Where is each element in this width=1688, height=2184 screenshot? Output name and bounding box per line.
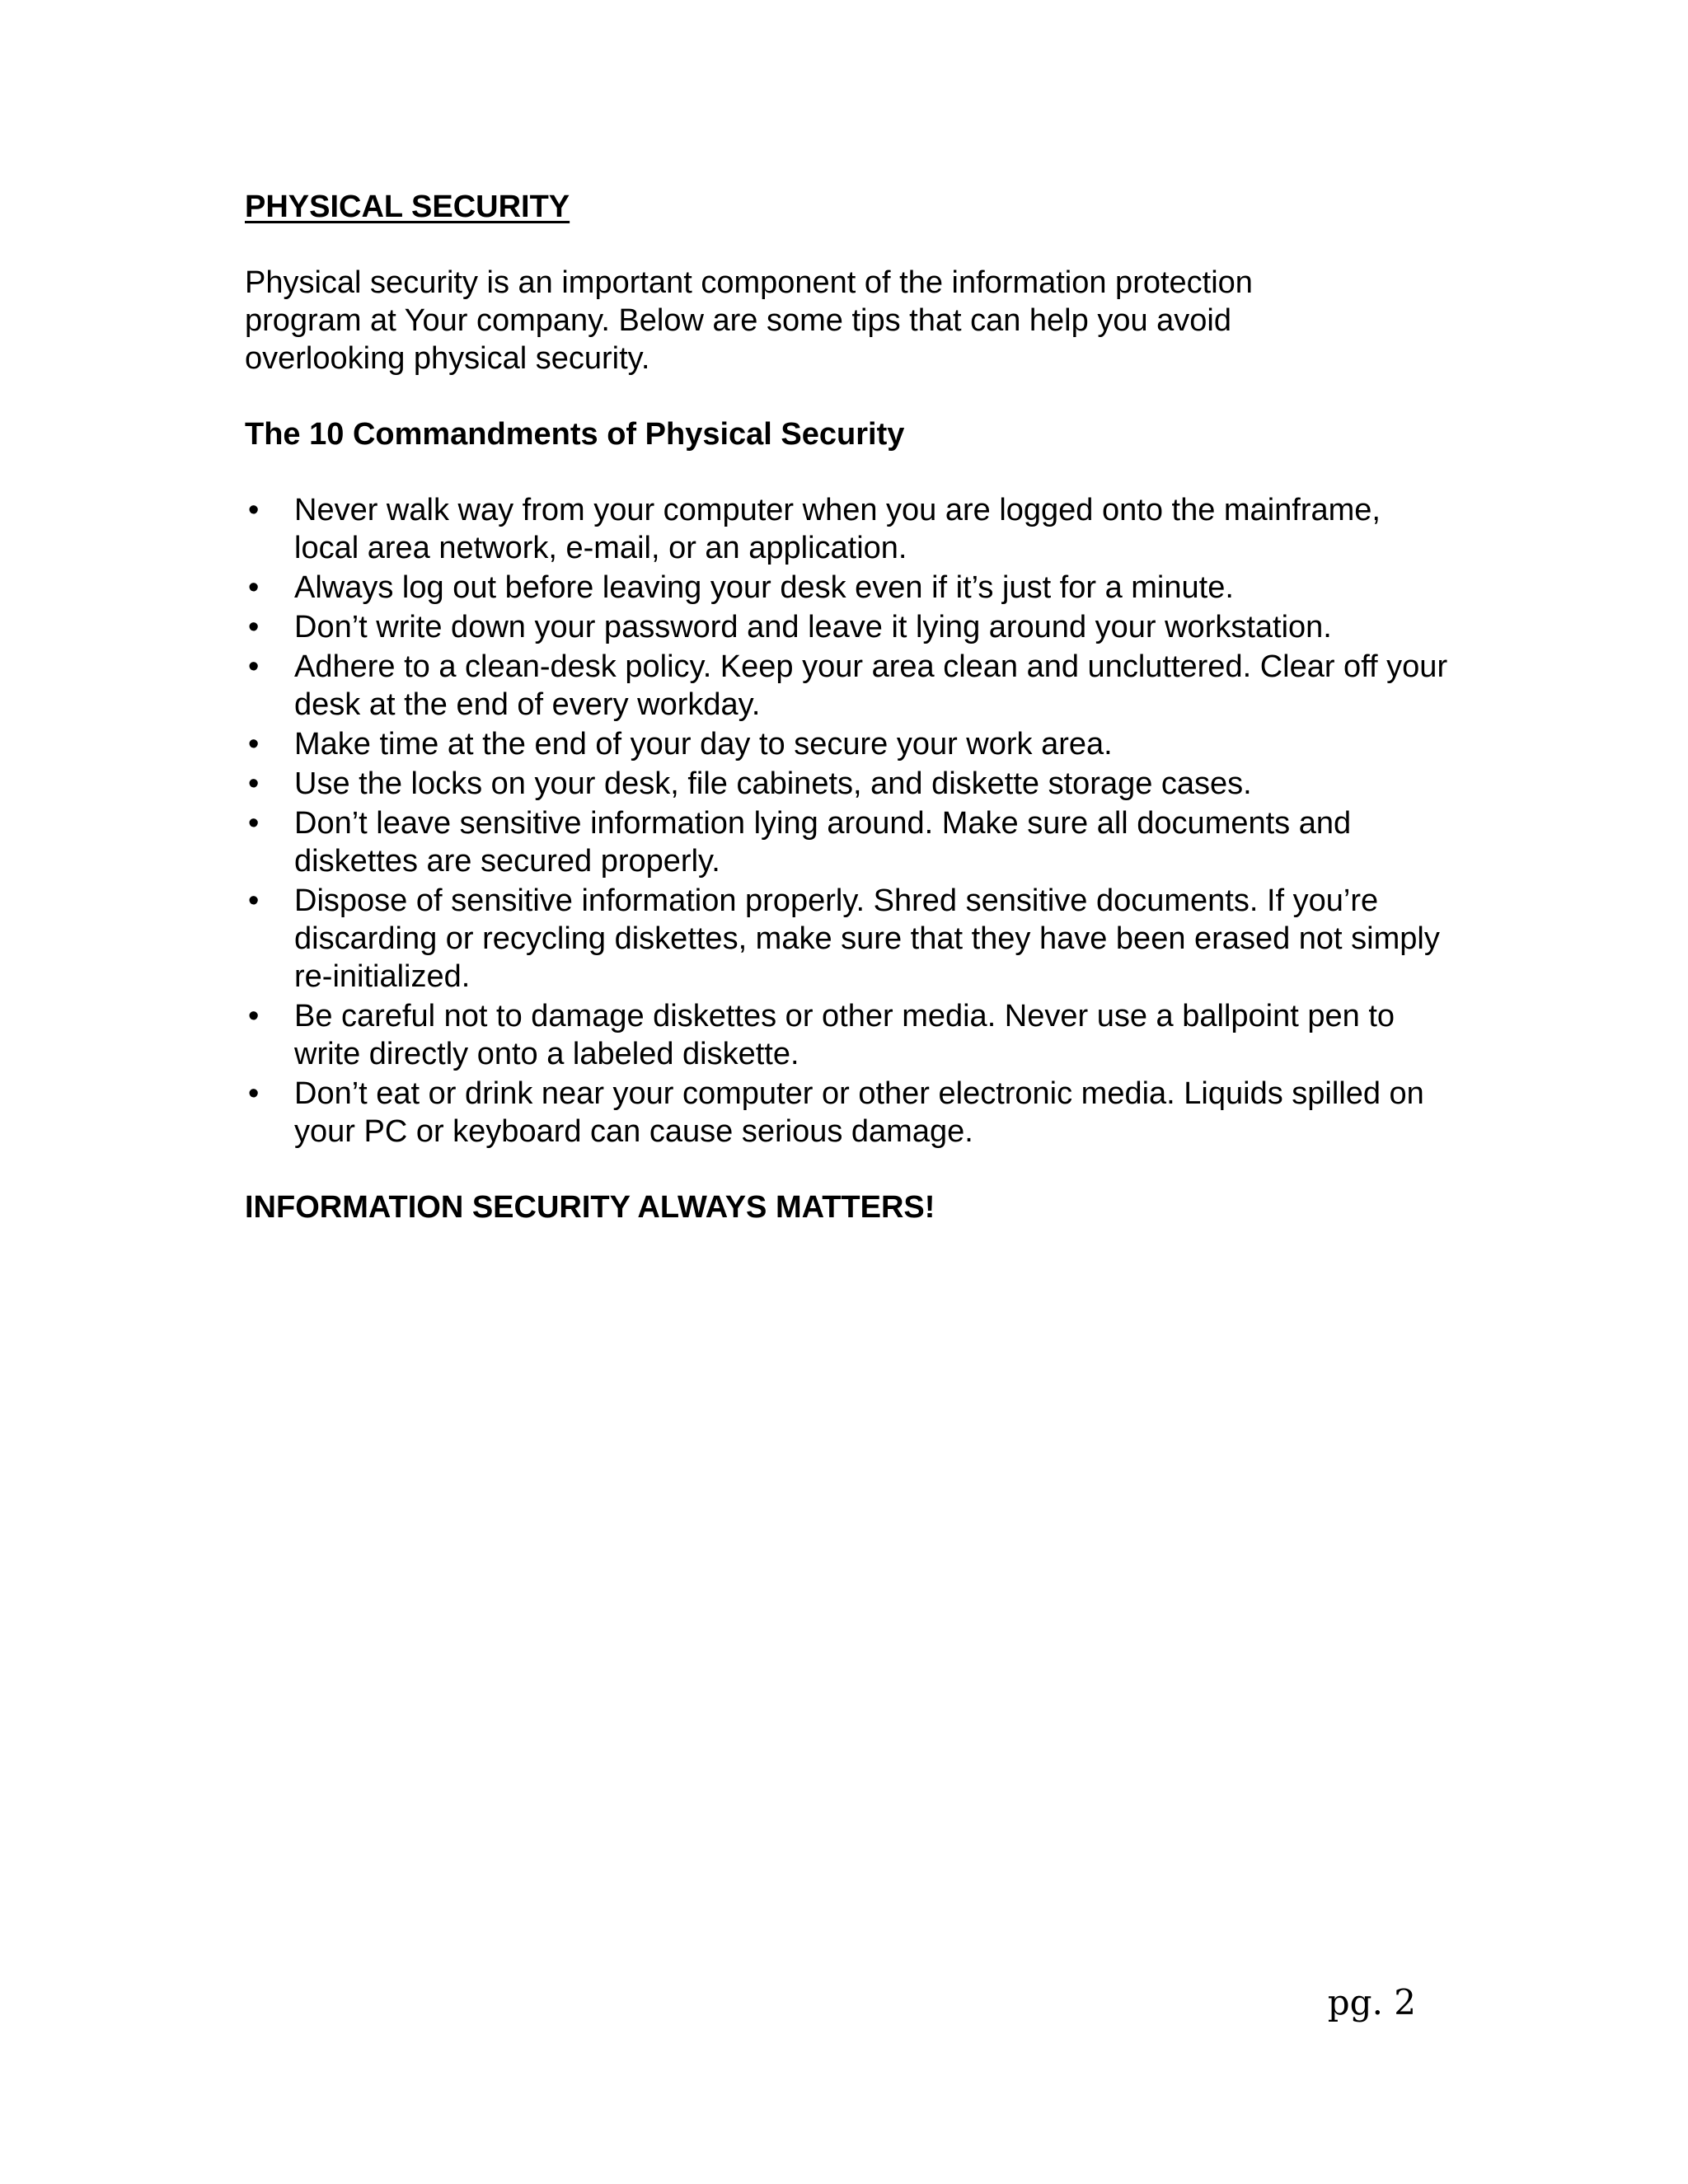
list-item (245, 882, 1448, 996)
list-item (245, 648, 1448, 724)
list-item-text: Adhere to a clean-desk policy. Keep your area clean and uncluttered. Clear off your desk at the end of every workday. (294, 649, 1448, 722)
intro-paragraph: Physical security is an important component of the information protection program at Your company. Below are some tips that can help you avoid overlooking physical security. (245, 265, 1253, 376)
commandments-heading: The 10 Commandments of Physical Security (245, 417, 905, 452)
list-item-text: Always log out before leaving your desk even if it’s just for a minute. (294, 570, 1234, 605)
list-item (245, 608, 1448, 646)
list-item-text: Never walk way from your computer when you are logged onto the mainframe, local area network, e-mail, or an application. (294, 493, 1381, 565)
bullet-icon: • (248, 766, 260, 801)
list-item (245, 491, 1448, 567)
list-item-text: Don’t eat or drink near your computer or other electronic media. Liquids spilled on your PC or keyboard can cause serious damage. (294, 1076, 1424, 1149)
list-item (245, 765, 1448, 803)
list-item-text: Dispose of sensitive information properly. Shred sensitive documents. If you’re discarding or recycling diskettes, make sure that they have been erased not simply re-initialized. (294, 883, 1440, 994)
bullet-icon: • (248, 610, 260, 644)
bullet-icon: • (248, 999, 260, 1033)
list-item (245, 804, 1448, 880)
closing-statement: INFORMATION SECURITY ALWAYS MATTERS! (245, 1190, 935, 1225)
bullet-icon: • (248, 1076, 260, 1111)
bullet-icon: • (248, 727, 260, 762)
list-item (245, 569, 1448, 607)
list-item-text: Don’t write down your password and leave it lying around your workstation. (294, 610, 1332, 644)
bullet-icon: • (248, 806, 260, 841)
bullet-icon: • (248, 570, 260, 605)
list-item (245, 725, 1448, 763)
bullet-icon: • (248, 649, 260, 684)
document-body (245, 188, 1448, 1226)
bullet-icon: • (248, 883, 260, 918)
commandments-list (245, 491, 1448, 1151)
list-item-text: Don’t leave sensitive information lying around. Make sure all documents and diskettes are secured properly. (294, 806, 1352, 879)
bullet-icon: • (248, 493, 260, 527)
page-number: pg. 2 (1327, 1982, 1416, 2022)
list-item-text: Use the locks on your desk, file cabinets, and diskette storage cases. (294, 766, 1252, 801)
list-item (245, 1075, 1448, 1151)
list-item (245, 997, 1448, 1073)
section-heading: PHYSICAL SECURITY (245, 190, 570, 224)
list-item-text: Make time at the end of your day to secure your work area. (294, 727, 1113, 762)
list-item-text: Be careful not to damage diskettes or other media. Never use a ballpoint pen to write directly onto a labeled diskette. (294, 999, 1395, 1071)
